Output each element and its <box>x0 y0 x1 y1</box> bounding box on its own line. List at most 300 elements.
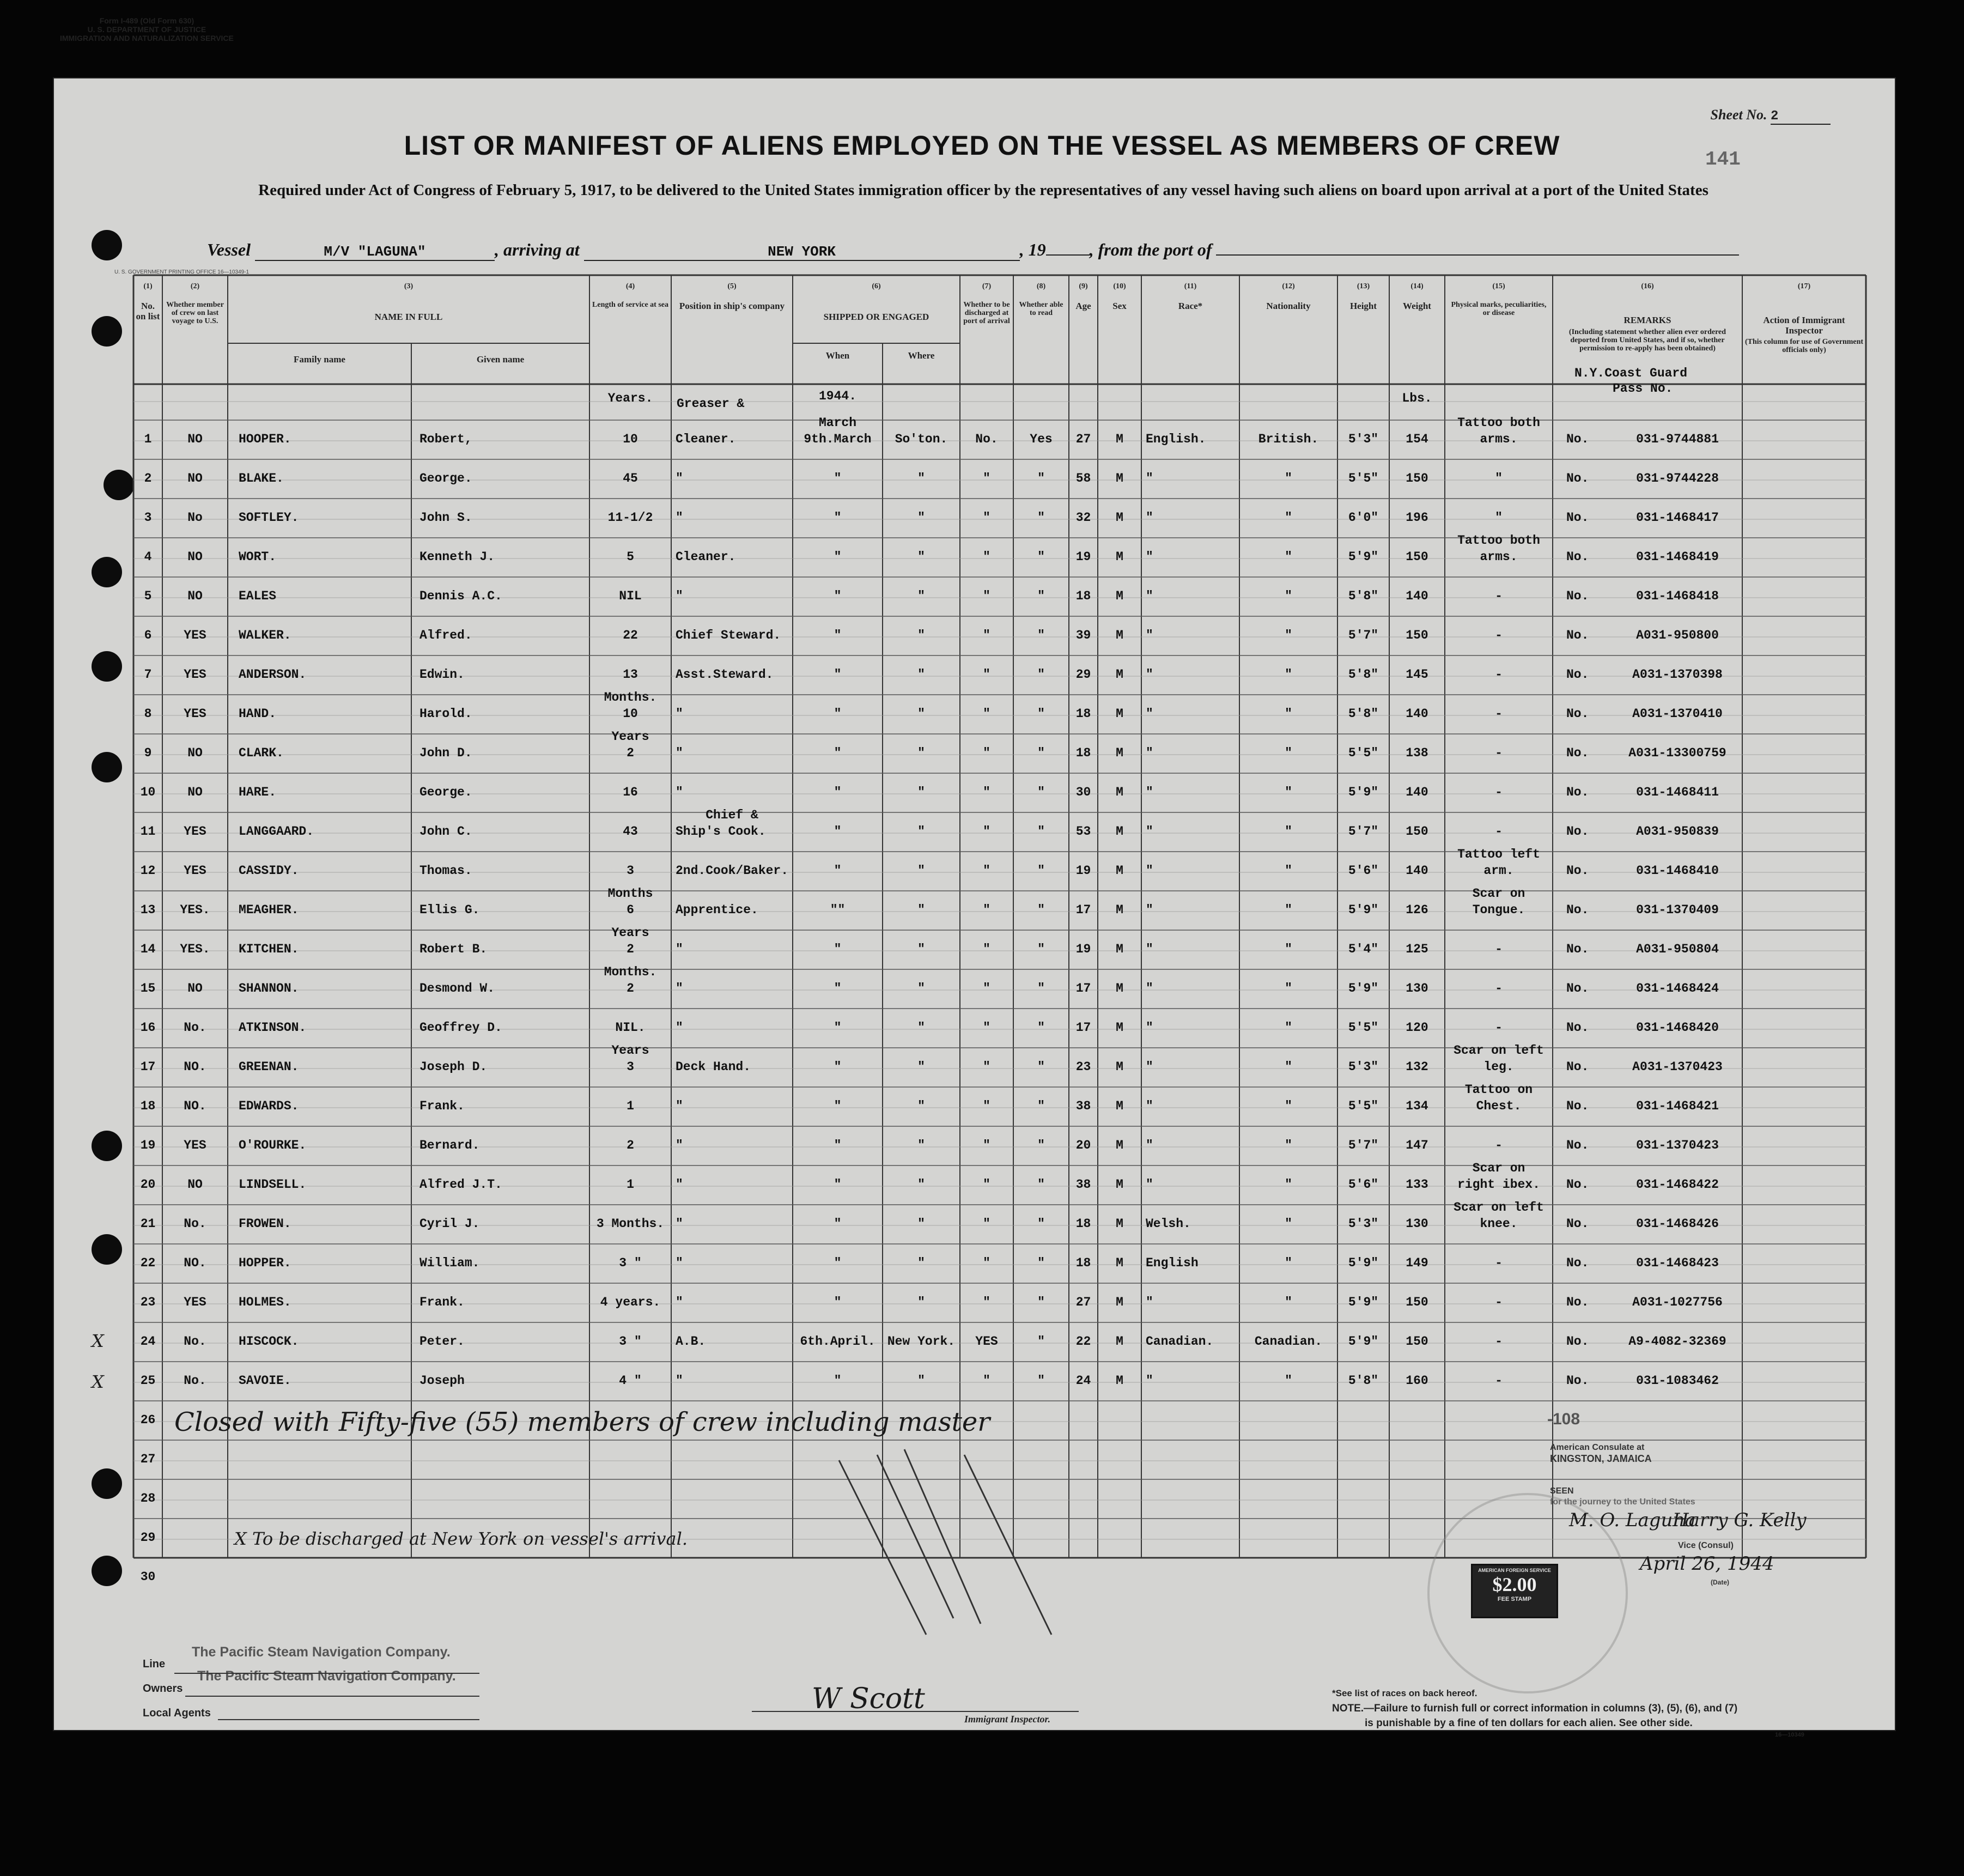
row-25-nat: " <box>1285 1374 1292 1388</box>
row-11-service: 43 <box>623 824 638 839</box>
row-12-family: CASSIDY. <box>239 864 299 878</box>
arriving-label: , arriving at <box>495 240 580 259</box>
row-13-position: Apprentice. <box>676 903 758 917</box>
column-header-c7: Whether to be discharged at port of arrival <box>963 301 1010 325</box>
row-7-height: 5'8" <box>1348 667 1379 682</box>
row-19-when: " <box>834 1138 842 1152</box>
row-18-sex: M <box>1116 1099 1123 1113</box>
row-23-prev: YES <box>184 1295 206 1309</box>
row-14-race: " <box>1146 942 1153 956</box>
column-number-n5: (5) <box>727 282 737 290</box>
row-10-read: " <box>1037 785 1045 799</box>
row-10-position: " <box>676 785 683 799</box>
row-7-weight: 145 <box>1406 667 1428 682</box>
row-25-marks: - <box>1495 1374 1503 1388</box>
row-20-weight: 133 <box>1406 1177 1428 1192</box>
row-4-when: " <box>834 550 842 564</box>
sheet-label: Sheet No. <box>1710 107 1767 123</box>
row-3-sex: M <box>1116 511 1123 525</box>
row-4-disch: " <box>983 550 990 564</box>
row-2-read: " <box>1037 471 1045 485</box>
penalty-note-2: is punishable by a fine of ten dollars for each alien. See other side. <box>1365 1717 1693 1729</box>
row-number-empty: 26 <box>140 1413 156 1427</box>
column-header-c14: Weight <box>1403 301 1431 311</box>
unit-lbs: Lbs. <box>1402 391 1432 405</box>
inspector-signature: W Scott <box>812 1683 925 1715</box>
row-1-no: 1 <box>144 432 152 446</box>
sheet-number-value: 2 <box>1771 109 1831 125</box>
row-16-weight: 120 <box>1406 1021 1428 1035</box>
row-18-pass: 031-1468421 <box>1636 1099 1719 1113</box>
row-3-height: 6'0" <box>1348 511 1379 525</box>
row-19-race: " <box>1146 1138 1153 1152</box>
row-23-when: " <box>834 1295 842 1309</box>
row-17-weight: 132 <box>1406 1060 1428 1074</box>
row-15-position: " <box>676 981 683 995</box>
row-10-where: " <box>917 785 925 799</box>
row-24-race: Canadian. <box>1146 1334 1214 1349</box>
row-10-disch: " <box>983 785 990 799</box>
row-17-height: 5'3" <box>1348 1060 1379 1074</box>
form-number: Form I-489 (Old Form 630) <box>99 16 194 25</box>
column-header-c9: Age <box>1075 301 1091 311</box>
row-9-given: John D. <box>419 746 472 760</box>
row-8-age: 18 <box>1075 707 1091 721</box>
row-20-prev: NO <box>187 1177 203 1192</box>
row-12-position: 2nd.Cook/Baker. <box>676 864 789 878</box>
row-12-race: " <box>1146 864 1153 878</box>
row-20-read: " <box>1037 1177 1045 1192</box>
year-prefix: , 19 <box>1019 240 1046 259</box>
column-number-n2: (2) <box>190 282 200 290</box>
row-4-where: " <box>917 550 925 564</box>
row-9-race: " <box>1146 746 1153 760</box>
row-11-pass: A031-950839 <box>1636 824 1719 839</box>
row-20-nat: " <box>1285 1177 1292 1192</box>
row-9-where: " <box>917 746 925 760</box>
row-1-weight: 154 <box>1406 432 1428 446</box>
row-8-read: " <box>1037 707 1045 721</box>
row-7-prev: YES <box>184 667 206 682</box>
row-19-pass: 031-1370423 <box>1636 1138 1719 1152</box>
row-21-pass: 031-1468426 <box>1636 1217 1719 1231</box>
row-12-when: " <box>834 864 842 878</box>
row-17-pass: A031-1370423 <box>1632 1060 1723 1074</box>
line-label: Line <box>143 1658 166 1670</box>
row-21-marks-top: Scar on left <box>1454 1200 1544 1215</box>
row-16-position: " <box>676 1021 683 1035</box>
row-11-no: 11 <box>140 824 156 839</box>
row-23-position: " <box>676 1295 683 1309</box>
row-6-no: 6 <box>144 628 152 642</box>
row-19-sex: M <box>1116 1138 1123 1152</box>
row-8-disch: " <box>983 707 990 721</box>
row-16-no: 16 <box>140 1021 156 1035</box>
row-11-disch: " <box>983 824 990 839</box>
row-22-race: English <box>1146 1256 1199 1270</box>
column-header-c10: Sex <box>1112 301 1127 311</box>
row-18-read: " <box>1037 1099 1045 1113</box>
row-7-when: " <box>834 667 842 682</box>
row-17-when: " <box>834 1060 842 1074</box>
column-number-n9: (9) <box>1079 282 1088 290</box>
row-9-no: 9 <box>144 746 152 760</box>
row-14-weight: 125 <box>1406 942 1428 956</box>
row-24-service: 3 " <box>619 1334 642 1349</box>
column-header-c8: Whether able to read <box>1019 301 1063 317</box>
row-19-weight: 147 <box>1406 1138 1428 1152</box>
row-6-weight: 150 <box>1406 628 1428 642</box>
row-2-rem: No. <box>1566 471 1589 485</box>
row-15-given: Desmond W. <box>419 981 495 995</box>
row-15-family: SHANNON. <box>239 981 299 995</box>
row-7-read: " <box>1037 667 1045 682</box>
row-20-service: 1 <box>627 1177 634 1192</box>
department-name: U. S. DEPARTMENT OF JUSTICE <box>87 25 206 34</box>
row-23-rem: No. <box>1566 1295 1589 1309</box>
row-5-given: Dennis A.C. <box>419 589 502 603</box>
extra-r9_unit: Years <box>611 730 649 744</box>
row-5-service: NIL <box>619 589 642 603</box>
row-18-height: 5'5" <box>1348 1099 1379 1113</box>
row-1-position-top: Greaser & <box>677 397 745 411</box>
column-number-n15: (15) <box>1492 282 1505 290</box>
row-9-read: " <box>1037 746 1045 760</box>
row-17-sex: M <box>1116 1060 1123 1074</box>
column-number-n7: (7) <box>982 282 992 290</box>
row-1-marks: arms. <box>1480 432 1518 446</box>
consulate-line-2: KINGSTON, JAMAICA <box>1550 1453 1652 1464</box>
row-18-when: " <box>834 1099 842 1113</box>
row-5-rem: No. <box>1566 589 1589 603</box>
column-header-family-name: Family name <box>294 354 345 365</box>
row-24-prev: No. <box>184 1334 206 1349</box>
row-15-service: 2 <box>627 981 634 995</box>
row-4-race: " <box>1146 550 1153 564</box>
row-22-height: 5'9" <box>1348 1256 1379 1270</box>
row-3-marks: " <box>1495 511 1503 525</box>
row-11-read: " <box>1037 824 1045 839</box>
row-9-rem: No. <box>1566 746 1589 760</box>
extra-r17_unit: Years <box>611 1043 649 1058</box>
column-header-c13: Height <box>1349 301 1377 311</box>
row-18-weight: 134 <box>1406 1099 1428 1113</box>
row-16-rem: No. <box>1566 1021 1589 1035</box>
row-24-height: 5'9" <box>1348 1334 1379 1349</box>
row-19-nat: " <box>1285 1138 1292 1152</box>
row-7-sex: M <box>1116 667 1123 682</box>
row-18-age: 38 <box>1075 1099 1091 1113</box>
line-value: The Pacific Steam Navigation Company. <box>192 1644 451 1660</box>
row-18-marks: Chest. <box>1476 1099 1522 1113</box>
printing-office-note: U. S. GOVERNMENT PRINTING OFFICE 16—10349-1 <box>114 269 250 275</box>
row-5-pass: 031-1468418 <box>1636 589 1719 603</box>
row-8-given: Harold. <box>419 707 472 721</box>
row-17-given: Joseph D. <box>419 1060 488 1074</box>
row-21-when: " <box>834 1217 842 1231</box>
row-11-sex: M <box>1116 824 1123 839</box>
row-7-race: " <box>1146 667 1153 682</box>
row-10-no: 10 <box>140 785 156 799</box>
extra-r15_unit: Months. <box>604 965 657 979</box>
row-6-read: " <box>1037 628 1045 642</box>
row-number-empty: 29 <box>140 1531 156 1545</box>
row-9-marks: - <box>1495 746 1503 760</box>
row-1-prev: NO <box>187 432 203 446</box>
row-3-no: 3 <box>144 511 152 525</box>
column-number-n13: (13) <box>1357 282 1370 290</box>
row-13-height: 5'9" <box>1348 903 1379 917</box>
row-8-weight: 140 <box>1406 707 1428 721</box>
row-8-rem: No. <box>1566 707 1589 721</box>
row-24-where: New York. <box>887 1334 956 1349</box>
inspector-note: (This column for use of Government officials only) <box>1744 338 1864 354</box>
column-header-c2: Whether member of crew on last voyage to U.S. <box>166 301 224 325</box>
row-16-read: " <box>1037 1021 1045 1035</box>
row-24-when: 6th.April. <box>800 1334 875 1349</box>
extra-r8_unit: Months. <box>604 690 657 705</box>
row-17-marks-top: Scar on left <box>1454 1043 1544 1058</box>
unit-years: Years. <box>607 391 653 405</box>
footer-rule-owners <box>185 1696 479 1697</box>
row-16-pass: 031-1468420 <box>1636 1021 1719 1035</box>
row-17-family: GREENAN. <box>239 1060 299 1074</box>
row-22-pass: 031-1468423 <box>1636 1256 1719 1270</box>
row-23-read: " <box>1037 1295 1045 1309</box>
row-23-nat: " <box>1285 1295 1292 1309</box>
row-7-disch: " <box>983 667 990 682</box>
row-22-weight: 149 <box>1406 1256 1428 1270</box>
row-12-marks-top: Tattoo left <box>1457 847 1540 861</box>
row-22-sex: M <box>1116 1256 1123 1270</box>
row-1-disch: No. <box>975 432 998 446</box>
row-10-given: George. <box>419 785 472 799</box>
row-6-when: " <box>834 628 842 642</box>
row-6-family: WALKER. <box>239 628 291 642</box>
row-3-prev: No <box>187 511 203 525</box>
row-8-service: 10 <box>623 707 638 721</box>
row-15-marks: - <box>1495 981 1503 995</box>
column-number-n4: (4) <box>625 282 635 290</box>
column-number-n14: (14) <box>1410 282 1424 290</box>
row-3-nat: " <box>1285 511 1292 525</box>
row-3-read: " <box>1037 511 1045 525</box>
row-4-prev: NO <box>187 550 203 564</box>
row-24-rem: No. <box>1566 1334 1589 1349</box>
row-3-age: 32 <box>1075 511 1091 525</box>
row-2-nat: " <box>1285 471 1292 485</box>
row-5-family: EALES <box>239 589 277 603</box>
row-21-disch: " <box>983 1217 990 1231</box>
row-1-race: English. <box>1146 432 1206 446</box>
row-8-nat: " <box>1285 707 1292 721</box>
vessel-name: M/V "LAGUNA" <box>255 244 495 261</box>
column-header-c6: SHIPPED OR ENGAGED <box>823 312 929 322</box>
row-5-height: 5'8" <box>1348 589 1379 603</box>
row-19-given: Bernard. <box>419 1138 480 1152</box>
row-2-where: " <box>917 471 925 485</box>
consul-date: April 26, 1944 <box>1640 1553 1774 1575</box>
from-label: , from the port of <box>1089 240 1212 259</box>
row-16-marks: - <box>1495 1021 1503 1035</box>
row-13-sex: M <box>1116 903 1123 917</box>
row-18-disch: " <box>983 1099 990 1113</box>
row-1-sex: M <box>1116 432 1123 446</box>
row-24-marks: - <box>1495 1334 1503 1349</box>
row-15-race: " <box>1146 981 1153 995</box>
row-14-given: Robert B. <box>419 942 488 956</box>
column-number-n11: (11) <box>1184 282 1197 290</box>
row-9-family: CLARK. <box>239 746 284 760</box>
row-15-height: 5'9" <box>1348 981 1379 995</box>
row-24-position: A.B. <box>676 1334 706 1349</box>
row-6-age: 39 <box>1075 628 1091 642</box>
column-number-n3: (3) <box>404 282 414 290</box>
service-name: IMMIGRATION AND NATURALIZATION SERVICE <box>60 34 234 43</box>
row-19-family: O'ROURKE. <box>239 1138 307 1152</box>
discharge-note: X To be discharged at New York on vessel's arrival. <box>234 1528 688 1549</box>
row-16-given: Geoffrey D. <box>419 1021 502 1035</box>
row-21-rem: No. <box>1566 1217 1589 1231</box>
consulate-line-3: SEEN <box>1550 1486 1574 1496</box>
row-13-disch: " <box>983 903 990 917</box>
column-header-where: Where <box>908 350 935 361</box>
row-21-height: 5'3" <box>1348 1217 1379 1231</box>
row-number-empty: 30 <box>140 1570 156 1584</box>
row-14-rem: No. <box>1566 942 1589 956</box>
row-1-given: Robert, <box>419 432 472 446</box>
row-12-prev: YES <box>184 864 206 878</box>
row-25-no: 25 <box>140 1374 156 1388</box>
row-2-when: " <box>834 471 842 485</box>
row-8-where: " <box>917 707 925 721</box>
column-header-c3: NAME IN FULL <box>374 312 443 322</box>
row-6-rem: No. <box>1566 628 1589 642</box>
row-10-family: HARE. <box>239 785 277 799</box>
row-20-height: 5'6" <box>1348 1177 1379 1192</box>
row-14-read: " <box>1037 942 1045 956</box>
row-16-race: " <box>1146 1021 1153 1035</box>
row-16-service: NIL. <box>615 1021 646 1035</box>
row-12-disch: " <box>983 864 990 878</box>
row-7-pass: A031-1370398 <box>1632 667 1723 682</box>
row-15-nat: " <box>1285 981 1292 995</box>
row-22-age: 18 <box>1075 1256 1091 1270</box>
column-header-c4: Length of service at sea <box>592 301 668 309</box>
race-note: *See list of races on back hereof. <box>1332 1688 1477 1698</box>
row-4-sex: M <box>1116 550 1123 564</box>
row-9-height: 5'5" <box>1348 746 1379 760</box>
row-4-service: 5 <box>627 550 634 564</box>
row-24-nat: Canadian. <box>1254 1334 1323 1349</box>
row-8-family: HAND. <box>239 707 277 721</box>
row-17-no: 17 <box>140 1060 156 1074</box>
row-2-weight: 150 <box>1406 471 1428 485</box>
row-13-weight: 126 <box>1406 903 1428 917</box>
remarks-note: (Including statement whether alien ever ordered deported from United States, and if so, whether permission to re-apply has been obtained) <box>1568 328 1726 353</box>
row-15-age: 17 <box>1075 981 1091 995</box>
row-4-given: Kenneth J. <box>419 550 495 564</box>
row-2-family: BLAKE. <box>239 471 284 485</box>
row-3-family: SOFTLEY. <box>239 511 299 525</box>
row-8-height: 5'8" <box>1348 707 1379 721</box>
row-22-given: William. <box>419 1256 480 1270</box>
row-18-rem: No. <box>1566 1099 1589 1113</box>
row-13-where: " <box>917 903 925 917</box>
row-25-rem: No. <box>1566 1374 1589 1388</box>
row-14-service: 2 <box>627 942 634 956</box>
row-11-given: John C. <box>419 824 472 839</box>
row-4-age: 19 <box>1075 550 1091 564</box>
row-23-no: 23 <box>140 1295 156 1309</box>
row-24-pass: A9-4082-32369 <box>1628 1334 1726 1349</box>
coast-guard-label: N.Y.Coast Guard <box>1574 366 1688 380</box>
row-19-rem: No. <box>1566 1138 1589 1152</box>
row-4-marks-top: Tattoo both <box>1457 533 1540 548</box>
row-21-marks: knee. <box>1480 1217 1518 1231</box>
row-21-prev: No. <box>184 1217 206 1231</box>
row-23-weight: 150 <box>1406 1295 1428 1309</box>
row-15-weight: 130 <box>1406 981 1428 995</box>
row-number-empty: 28 <box>140 1491 156 1505</box>
row-15-pass: 031-1468424 <box>1636 981 1719 995</box>
row-20-rem: No. <box>1566 1177 1589 1192</box>
row-11-height: 5'7" <box>1348 824 1379 839</box>
row-24-no: 24 <box>140 1334 156 1349</box>
row-13-family: MEAGHER. <box>239 903 299 917</box>
row-12-rem: No. <box>1566 864 1589 878</box>
penalty-note-1: NOTE.—Failure to furnish full or correct information in columns (3), (5), (6), and (7) <box>1332 1703 1738 1714</box>
row-20-marks: right ibex. <box>1457 1177 1540 1192</box>
consulate-line-1: American Consulate at <box>1550 1443 1645 1452</box>
row-12-age: 19 <box>1075 864 1091 878</box>
row-16-nat: " <box>1285 1021 1292 1035</box>
row-14-family: KITCHEN. <box>239 942 299 956</box>
row-13-nat: " <box>1285 903 1292 917</box>
row-4-rem: No. <box>1566 550 1589 564</box>
row-23-disch: " <box>983 1295 990 1309</box>
row-14-marks: - <box>1495 942 1503 956</box>
row-23-family: HOLMES. <box>239 1295 291 1309</box>
row-25-sex: M <box>1116 1374 1123 1388</box>
row-11-age: 53 <box>1075 824 1091 839</box>
row-12-height: 5'6" <box>1348 864 1379 878</box>
row-22-disch: " <box>983 1256 990 1270</box>
row-2-sex: M <box>1116 471 1123 485</box>
row-4-no: 4 <box>144 550 152 564</box>
row-15-where: " <box>917 981 925 995</box>
row-13-race: " <box>1146 903 1153 917</box>
row-17-age: 23 <box>1075 1060 1091 1074</box>
row-25-service: 4 " <box>619 1374 642 1388</box>
row-11-family: LANGGAARD. <box>239 824 314 839</box>
row-11-nat: " <box>1285 824 1292 839</box>
row-20-given: Alfred J.T. <box>419 1177 502 1192</box>
owners-label: Owners <box>143 1683 183 1695</box>
row-10-race: " <box>1146 785 1153 799</box>
page-subtitle: Required under Act of Congress of February 5, 1917, to be delivered to the United States immigration officer by the representatives of any vessel having such aliens on board upon arrival at a port of the United States <box>258 181 1708 199</box>
row-16-where: " <box>917 1021 925 1035</box>
row-6-position: Chief Steward. <box>676 628 781 642</box>
fee-stamp-amount: $2.00 <box>1492 1574 1537 1595</box>
row-7-service: 13 <box>623 667 638 682</box>
row-1-nat: British. <box>1258 432 1319 446</box>
extra-r11_pos_top: Chief & <box>706 808 758 822</box>
row-10-height: 5'9" <box>1348 785 1379 799</box>
row-20-no: 20 <box>140 1177 156 1192</box>
row-17-race: " <box>1146 1060 1153 1074</box>
row-15-prev: NO <box>187 981 203 995</box>
